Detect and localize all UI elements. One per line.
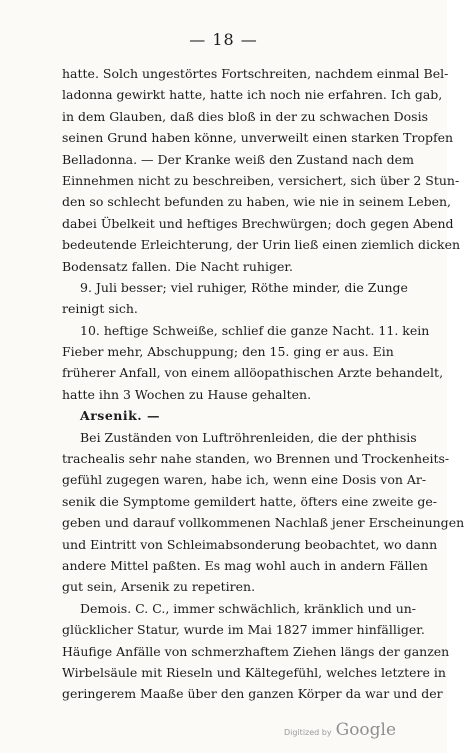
text-line: Fieber mehr, Abschuppung; den 15. ging er aus. Ein: [62, 344, 394, 360]
text-line: in dem Glauben, daß dies bloß in der zu schwachen Dosis: [62, 108, 428, 124]
text-line: Wirbelsäule mit Rieseln und Kältegefühl, welches letztere in: [62, 664, 446, 680]
text-line: 10. heftige Schweiße, schlief die ganze Nacht. 11. kein: [80, 322, 430, 338]
text-line: seinen Grund haben könne, unverweilt einen starken Tropfen: [62, 130, 454, 146]
text-line: Häufige Anfälle von schmerzhaftem Ziehen längs der ganzen: [62, 643, 450, 659]
text-line: den so schlecht befunden zu haben, wie nie in seinem Leben,: [62, 194, 452, 210]
text-line: Bei Zuständen von Luftröhrenleiden, die der phthisis: [80, 429, 417, 445]
text-line: hatte. Solch ungestörtes Fortschreiten, nachdem einmal Bel-: [62, 66, 449, 81]
digitized-by-label: Digitized by: [284, 728, 332, 737]
text-line: früherer Anfall, von einem allöopathischen Arzte behandelt,: [62, 365, 444, 381]
text-line: geringerem Maaße über den ganzen Körper da war und der: [62, 686, 443, 702]
text-line: senik die Symptome gemildert hatte, öfters eine zweite ge-: [62, 493, 437, 509]
google-logo-text: Google: [335, 720, 397, 740]
text-line: trachealis sehr nahe standen, wo Brennen und Trockenheits-: [62, 451, 450, 467]
text-line: reinigt sich.: [62, 301, 138, 317]
text-line: und Eintritt von Schleimabsonderung beobachtet, wo dann: [62, 536, 438, 552]
body-text: [62, 63, 464, 705]
text-line: dabei Übelkeit und heftiges Brechwürgen; doch gegen Abend: [62, 215, 454, 231]
text-line: gut sein, Arsenik zu repetiren.: [62, 579, 256, 595]
text-line: glücklicher Statur, wurde im Mai 1827 immer hinfälliger.: [62, 622, 425, 638]
text-line: geben und darauf vollkommenen Nachlaß jener Erscheinungen: [62, 515, 464, 531]
text-line: Bodensatz fallen. Die Nacht ruhiger.: [62, 258, 293, 274]
section-heading: Arsenik. —: [80, 408, 160, 424]
text-line: andere Mittel paßten. Es mag wohl auch in andern Fällen: [62, 557, 428, 573]
text-line: hatte ihn 3 Wochen zu Hause gehalten.: [62, 386, 312, 402]
text-line: ladonna gewirkt hatte, hatte ich noch nie erfahren. Ich gab,: [62, 87, 443, 103]
text-line: Demois. C. C., immer schwächlich, kränklich und un-: [80, 600, 417, 616]
text-line: Belladonna. — Der Kranke weiß den Zustand nach dem: [62, 151, 414, 167]
digitization-watermark: [284, 720, 396, 740]
text-line: bedeutende Erleichterung, der Urin ließ einen ziemlich dicken: [62, 237, 461, 253]
page-number: — 18 —: [189, 30, 258, 49]
text-line: Einnehmen nicht zu beschreiben, versichert, sich über 2 Stun-: [62, 172, 460, 188]
text-line: 9. Juli besser; viel ruhiger, Röthe minder, die Zunge: [80, 279, 408, 295]
text-line: gefühl zugegen waren, habe ich, wenn eine Dosis von Ar-: [62, 472, 427, 488]
